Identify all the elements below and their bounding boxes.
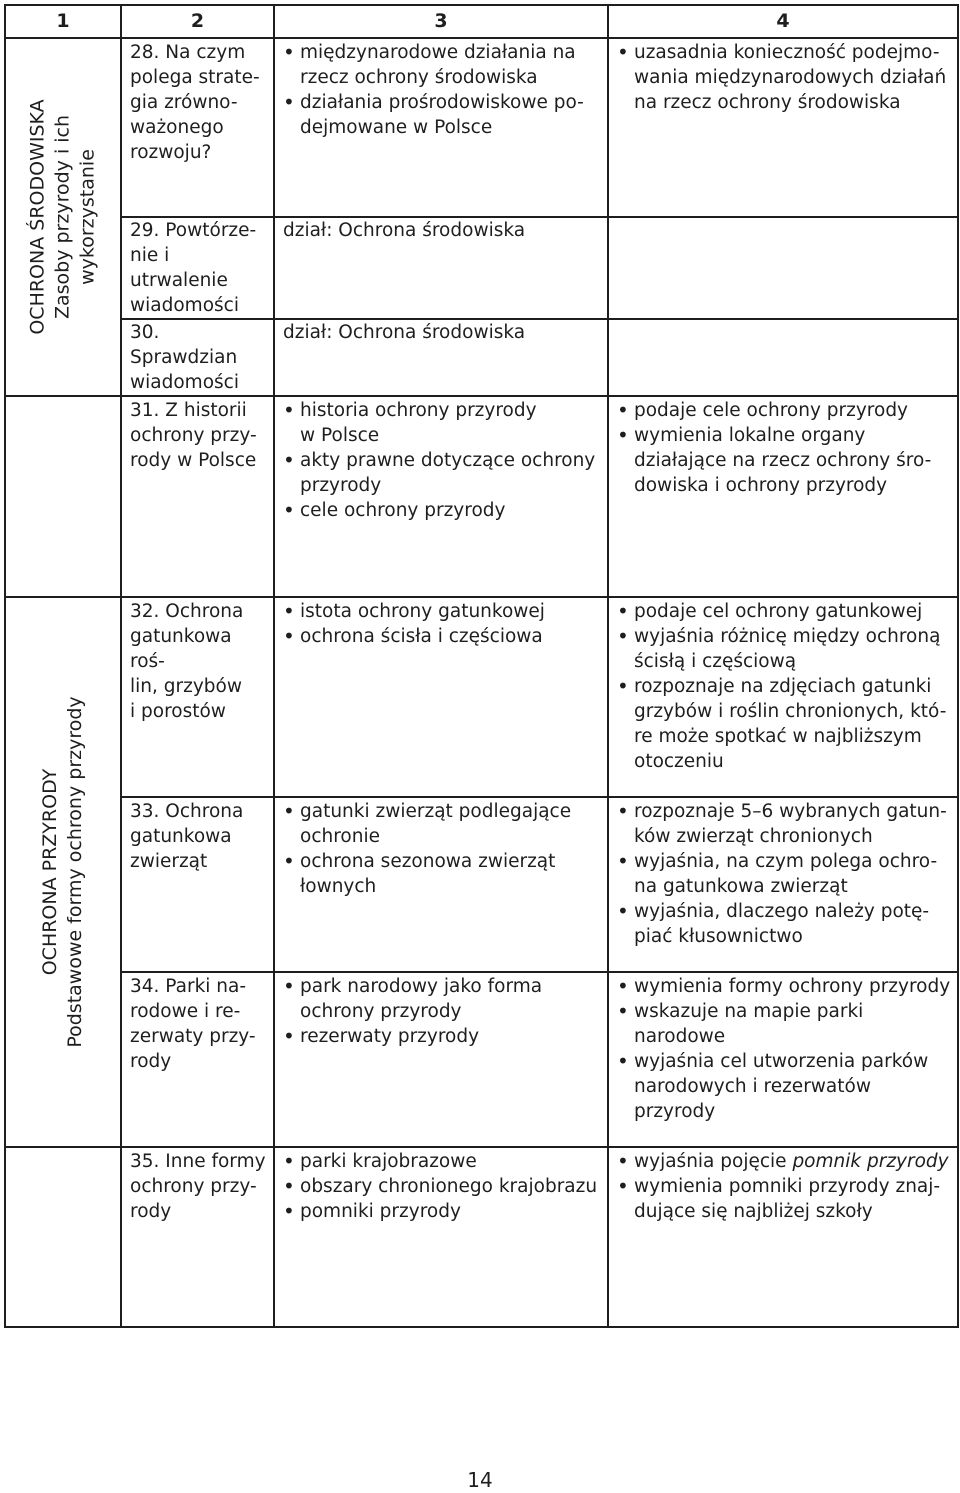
list-item: • wskazuje na mapie parki narodowe (617, 999, 953, 1049)
list-item: • uzasadnia konieczność podejmo- wania międzynarodowych działań na rzecz ochrony środowiska (617, 40, 953, 115)
topic-line: i porostów (130, 701, 226, 722)
section-label-empty (5, 1147, 121, 1327)
topic-line: gia zrówno- (130, 92, 238, 113)
requirements-cell (608, 797, 958, 972)
table-row (5, 38, 958, 217)
topic-line: 28. Na czym (130, 42, 246, 63)
list-item: • pomniki przyrody (283, 1199, 603, 1224)
list-item: • wymienia formy ochrony przyrody (617, 974, 953, 999)
list-item: • wyjaśnia pojęcie pomnik przyrody (617, 1149, 953, 1174)
section-subtitle: Zasoby przyrody i ich (51, 114, 74, 320)
table-row (5, 217, 958, 319)
table-row (5, 396, 958, 597)
content-cell (274, 972, 608, 1147)
content-cell (274, 597, 608, 797)
topic-line: rody (130, 1201, 172, 1222)
table-row (5, 319, 958, 396)
topic-cell (121, 217, 274, 319)
list-item: • historia ochrony przyrody w Polsce (283, 398, 603, 448)
topic-line: zerwaty przy- (130, 1026, 256, 1047)
topic-line: 32. Ochrona (130, 601, 244, 622)
requirements-cell (608, 1147, 958, 1327)
content-cell (274, 217, 608, 319)
content-cell (274, 38, 608, 217)
topic-line: zwierząt (130, 851, 208, 872)
section-label-environment (5, 38, 121, 396)
list-item: • akty prawne dotyczące ochrony przyrody (283, 448, 603, 498)
list-item: • wyjaśnia, na czym polega ochro- na gatunkowa zwierząt (617, 849, 953, 899)
topic-cell (121, 38, 274, 217)
section-label-nature (5, 597, 121, 1147)
list-item: • rezerwaty przyrody (283, 1024, 603, 1049)
section-subtitle: Podstawowe formy ochrony przyrody (64, 696, 86, 1048)
curriculum-table (4, 4, 959, 1328)
requirements-cell (608, 217, 958, 319)
topic-line: rozwoju? (130, 142, 212, 163)
requirements-cell (608, 972, 958, 1147)
content-line: dział: Ochrona środowiska (283, 220, 526, 241)
list-item: • wyjaśnia różnicę między ochroną ścisłą i częściową (617, 624, 953, 674)
topic-line: gatunkowa roś- (130, 626, 232, 672)
list-item: • międzynarodowe działania na rzecz ochrony środowiska (283, 40, 603, 90)
topic-line: 29. Powtórze- (130, 220, 257, 241)
list-item: • wymienia lokalne organy działające na rzecz ochrony śro- dowiska i ochrony przyrody (617, 423, 953, 498)
content-line: dział: Ochrona środowiska (283, 322, 526, 343)
topic-cell (121, 797, 274, 972)
list-item: • ochrona ścisła i częściowa (283, 624, 603, 649)
topic-line: gatunkowa (130, 826, 232, 847)
topic-line: wiadomości (130, 372, 239, 393)
topic-line: 35. Inne formy (130, 1151, 266, 1172)
requirements-cell (608, 597, 958, 797)
topic-cell (121, 972, 274, 1147)
list-item: • park narodowy jako forma ochrony przyrody (283, 974, 603, 1024)
requirements-cell (608, 38, 958, 217)
topic-line: ochrony przy- (130, 425, 257, 446)
topic-line: 34. Parki na- (130, 976, 247, 997)
requirements-cell (608, 319, 958, 396)
list-item: • podaje cele ochrony przyrody (617, 398, 953, 423)
content-cell (274, 797, 608, 972)
requirements-cell (608, 396, 958, 597)
list-item: • ochrona sezonowa zwierząt łownych (283, 849, 603, 899)
topic-line: 31. Z historii (130, 400, 247, 421)
list-item: • wyjaśnia cel utworzenia parków narodowych i rezerwatów przyrody (617, 1049, 953, 1124)
list-item: • parki krajobrazowe (283, 1149, 603, 1174)
topic-line: nie i utrwalenie (130, 245, 228, 291)
page-number: 14 (467, 1468, 493, 1492)
topic-line: ważonego (130, 117, 224, 138)
content-cell (274, 1147, 608, 1327)
column-header: 4 (608, 5, 958, 38)
topic-line: polega strate- (130, 67, 260, 88)
table-row (5, 1147, 958, 1327)
list-item: • gatunki zwierząt podlegające ochronie (283, 799, 603, 849)
list-item: • podaje cel ochrony gatunkowej (617, 599, 953, 624)
topic-cell (121, 597, 274, 797)
list-item: • rozpoznaje na zdjęciach gatunki grzybów i roślin chronionych, któ- re może spotkać w najbliższym otoczeniu (617, 674, 953, 774)
list-item: • obszary chronionego krajobrazu (283, 1174, 603, 1199)
table-row (5, 797, 958, 972)
list-item: • wyjaśnia, dlaczego należy potę- piać kłusownictwo (617, 899, 953, 949)
emphasized-term: pomnik przyrody (792, 1151, 949, 1172)
topic-line: ochrony przy- (130, 1176, 257, 1197)
section-label-empty (5, 396, 121, 597)
section-title: OCHRONA ŚRODOWISKA (26, 99, 49, 335)
topic-line: 33. Ochrona (130, 801, 244, 822)
section-subtitle: wykorzystanie (76, 149, 99, 285)
topic-line: rody w Polsce (130, 450, 257, 471)
topic-line: rodowe i re- (130, 1001, 241, 1022)
list-item: • działania prośrodowiskowe po- dejmowane w Polsce (283, 90, 603, 140)
content-cell (274, 319, 608, 396)
topic-cell (121, 396, 274, 597)
topic-cell (121, 319, 274, 396)
topic-cell (121, 1147, 274, 1327)
topic-line: rody (130, 1051, 172, 1072)
table-row (5, 597, 958, 797)
list-item: • cele ochrony przyrody (283, 498, 603, 523)
content-cell (274, 396, 608, 597)
column-header: 1 (5, 5, 121, 38)
column-header: 3 (274, 5, 608, 38)
topic-line: wiadomości (130, 295, 239, 316)
list-item: • wymienia pomniki przyrody znaj- dujące się najbliżej szkoły (617, 1174, 953, 1224)
section-title: OCHRONA PRZYRODY (39, 768, 61, 976)
topic-line: lin, grzybów (130, 676, 242, 697)
table-row (5, 972, 958, 1147)
list-item: • istota ochrony gatunkowej (283, 599, 603, 624)
header-row (5, 5, 958, 38)
list-item: • rozpoznaje 5–6 wybranych gatun- ków zwierząt chronionych (617, 799, 953, 849)
column-header: 2 (121, 5, 274, 38)
topic-line: 30. Sprawdzian (130, 322, 238, 368)
